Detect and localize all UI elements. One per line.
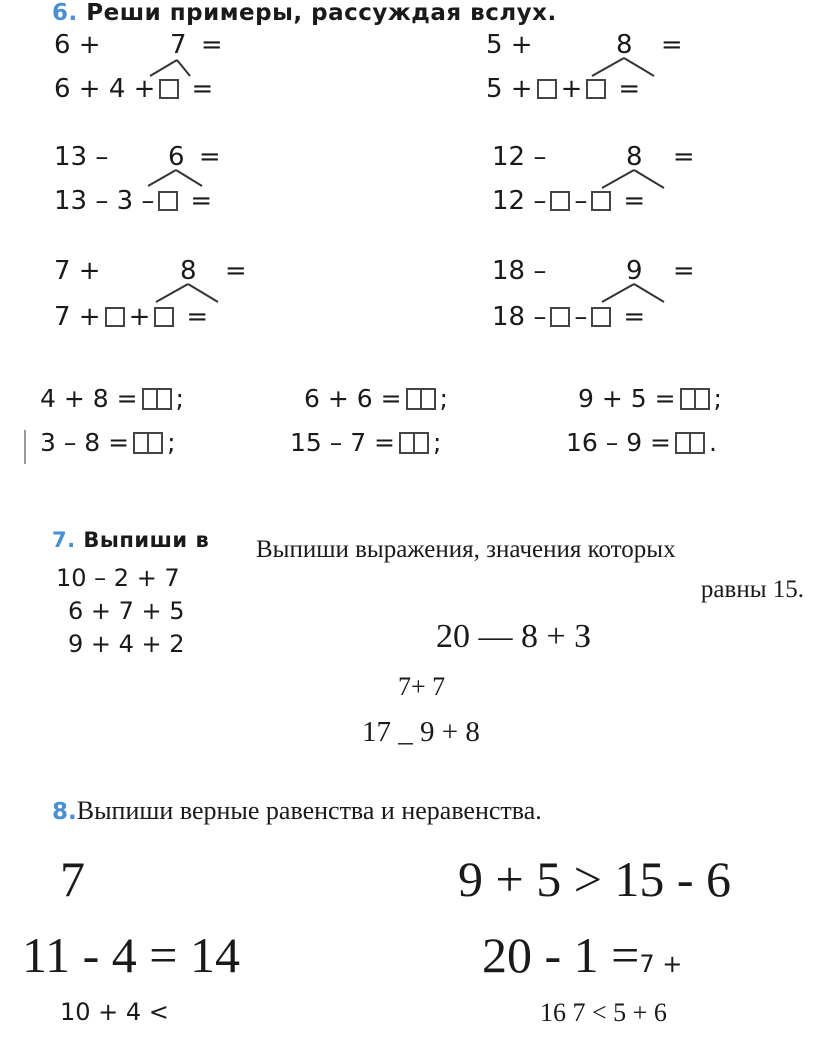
task8-bottom-right: 16 7 < 5 + 6 xyxy=(540,998,667,1027)
task6-title: Реши примеры, рассуждая вслух. xyxy=(86,0,557,26)
answer-box[interactable] xyxy=(586,79,606,99)
two-digit-answer-box[interactable] xyxy=(406,387,436,416)
task7-line: 6 + 7 + 5 xyxy=(68,597,185,625)
t6-p3-top-b: 6 = xyxy=(168,142,221,172)
task8-big-left-1: 7 xyxy=(60,851,85,907)
t6-p2-top-b: 8 = xyxy=(616,30,683,60)
task8-bottom-left: 10 + 4 < xyxy=(60,998,169,1026)
t6-p4-top-b: 8 = xyxy=(626,142,695,172)
answer-box[interactable] xyxy=(591,191,611,211)
t6-p3-top: 13 – xyxy=(54,142,109,172)
two-digit-answer-box[interactable] xyxy=(680,387,710,416)
t6-row1-item2: 6 + 6 = ; xyxy=(304,384,448,416)
t6-p2-bottom: 5 + + = xyxy=(486,74,641,104)
task7-answer-3: 17 _ 9 + 8 xyxy=(362,716,480,748)
task8-header xyxy=(52,796,542,826)
t6-p6-top: 18 – xyxy=(492,256,547,286)
two-digit-answer-box[interactable] xyxy=(675,431,705,460)
t6-p1-bottom: 6 + 4 + = xyxy=(54,74,214,104)
two-digit-answer-box[interactable] xyxy=(399,431,429,460)
t6-p1-top: 6 + xyxy=(54,30,101,60)
t6-p5-bottom: 7 + + = xyxy=(54,302,209,332)
answer-box[interactable] xyxy=(591,307,611,327)
task7-line: 9 + 4 + 2 xyxy=(68,630,185,658)
task7-line: 10 – 2 + 7 xyxy=(56,564,180,592)
t6-p1-top-b: 7 = xyxy=(170,30,223,60)
answer-box[interactable] xyxy=(550,191,570,211)
t6-row2-item3: 16 – 9 = . xyxy=(566,428,717,460)
task7-expressions xyxy=(56,562,185,661)
t6-row1-item3: 9 + 5 = ; xyxy=(578,384,722,416)
task7-title: Выпиши в xyxy=(83,528,210,552)
task7-instruction-2: равны 15. xyxy=(700,576,804,603)
t6-p2-top: 5 + xyxy=(486,30,533,60)
answer-box[interactable] xyxy=(537,79,557,99)
t6-p3-bottom: 13 – 3 – = xyxy=(54,186,213,216)
answer-box[interactable] xyxy=(550,307,570,327)
t6-p4-bottom: 12 – – = xyxy=(492,186,646,216)
task8-big-left-2: 11 - 4 = 14 xyxy=(22,927,240,983)
answer-box[interactable] xyxy=(159,79,179,99)
task7-number: 7. xyxy=(52,528,76,552)
t6-p5-top: 7 + xyxy=(54,256,101,286)
task8-big-right-2: 20 - 1 =7 + xyxy=(482,927,683,983)
task6-header xyxy=(52,0,557,26)
task8-title: Выпиши верные равенства и неравенства. xyxy=(76,796,542,825)
task8-small-right-2: 7 + xyxy=(639,950,683,978)
answer-box[interactable] xyxy=(154,307,174,327)
task6-number: 6. xyxy=(52,0,78,26)
t6-row2-item2: 15 – 7 = ; xyxy=(290,428,441,460)
t6-row1-item1: 4 + 8 = ; xyxy=(40,384,184,416)
answer-box[interactable] xyxy=(105,307,125,327)
t6-p4-top: 12 – xyxy=(492,142,547,172)
t6-p6-top-b: 9 = xyxy=(626,256,695,286)
task8-number: 8. xyxy=(52,799,77,825)
t6-p6-bottom: 18 – – = xyxy=(492,302,646,332)
task8-big-right-1: 9 + 5 > 15 - 6 xyxy=(458,851,732,907)
answer-box[interactable] xyxy=(158,191,178,211)
task7-answer-2: 7+ 7 xyxy=(398,672,446,701)
two-digit-answer-box[interactable] xyxy=(142,387,172,416)
two-digit-answer-box[interactable] xyxy=(133,431,163,460)
task7-header xyxy=(52,528,209,552)
t6-p5-top-b: 8 = xyxy=(180,256,247,286)
task7-instruction-1: Выпиши выражения, значения которых xyxy=(256,536,676,563)
t6-row2-item1: 3 – 8 = ; xyxy=(40,428,176,460)
task7-answer-1: 20 — 8 + З xyxy=(436,618,592,655)
margin-mark xyxy=(24,430,26,464)
